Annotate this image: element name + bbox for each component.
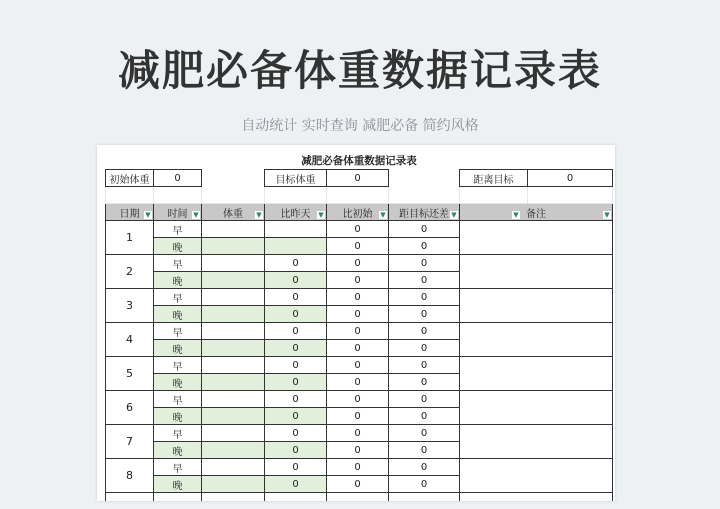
vs-yesterday-cell[interactable]: 0 — [265, 306, 327, 323]
to-goal-cell[interactable]: 0 — [389, 323, 460, 340]
to-goal-cell[interactable]: 0 — [389, 272, 460, 289]
notes-cell[interactable] — [460, 391, 613, 425]
vs-initial-cell[interactable]: 0 — [327, 340, 389, 357]
page-title: 减肥必备体重数据记录表 — [117, 46, 602, 95]
date-cell[interactable]: 8 — [106, 459, 154, 493]
vs-initial-cell[interactable]: 0 — [327, 425, 389, 442]
sheet-title: 减肥必备体重数据记录表 — [301, 154, 417, 167]
weight-cell[interactable] — [202, 221, 265, 238]
vs-yesterday-cell[interactable]: 0 — [265, 289, 327, 306]
vs-initial-cell[interactable]: 0 — [327, 459, 389, 476]
table-row — [106, 221, 613, 238]
table-row — [106, 255, 613, 272]
vs-initial-cell[interactable]: 0 — [327, 442, 389, 459]
header-vs-initial[interactable] — [327, 204, 389, 221]
vs-yesterday-cell[interactable]: 0 — [265, 357, 327, 374]
vs-yesterday-cell[interactable]: 0 — [265, 272, 327, 289]
time-cell: 晚 — [154, 476, 202, 493]
weight-cell[interactable] — [202, 340, 265, 357]
target-weight-value[interactable]: 0 — [327, 170, 389, 187]
header-time[interactable] — [154, 204, 202, 221]
date-cell[interactable]: 5 — [106, 357, 154, 391]
initial-weight-value[interactable]: 0 — [154, 170, 202, 187]
filter-dropdown-icon[interactable]: ▼ — [256, 211, 262, 219]
to-goal-cell[interactable]: 0 — [389, 306, 460, 323]
header-label: 备注 — [526, 208, 546, 220]
weight-table — [105, 151, 613, 501]
vs-yesterday-cell[interactable]: 0 — [265, 442, 327, 459]
weight-cell[interactable] — [202, 374, 265, 391]
to-goal-cell[interactable]: 0 — [389, 340, 460, 357]
vs-initial-cell[interactable]: 0 — [327, 255, 389, 272]
filter-dropdown-icon[interactable]: ▼ — [604, 211, 610, 219]
vs-yesterday-cell[interactable] — [265, 221, 327, 238]
vs-initial-cell[interactable]: 0 — [327, 476, 389, 493]
header-vs-yesterday[interactable] — [265, 204, 327, 221]
table-row — [106, 493, 613, 502]
spreadsheet — [97, 145, 615, 501]
header-label: 距目标还差 — [399, 208, 449, 220]
time-cell: 早 — [154, 459, 202, 476]
vs-yesterday-cell[interactable]: 0 — [265, 459, 327, 476]
to-goal-cell[interactable]: 0 — [389, 408, 460, 425]
vs-initial-cell[interactable]: 0 — [327, 408, 389, 425]
notes-cell[interactable] — [460, 221, 613, 255]
vs-yesterday-cell[interactable]: 0 — [265, 425, 327, 442]
filter-dropdown-icon[interactable]: ▼ — [318, 211, 324, 219]
header-label: 体重 — [223, 208, 243, 220]
weight-cell[interactable] — [202, 255, 265, 272]
vs-initial-cell[interactable]: 0 — [327, 323, 389, 340]
time-cell: 晚 — [154, 238, 202, 255]
to-goal-cell[interactable]: 0 — [389, 391, 460, 408]
weight-cell[interactable] — [202, 425, 265, 442]
notes-cell[interactable] — [460, 459, 613, 493]
header-weight[interactable] — [202, 204, 265, 221]
vs-initial-cell[interactable]: 0 — [327, 238, 389, 255]
weight-cell[interactable] — [202, 357, 265, 374]
to-goal-cell[interactable]: 0 — [389, 442, 460, 459]
date-cell[interactable]: 3 — [106, 289, 154, 323]
cell[interactable] — [389, 170, 460, 187]
target-weight-label: 目标体重 — [265, 170, 327, 187]
header-date[interactable] — [106, 204, 154, 221]
table-row — [106, 425, 613, 442]
notes-cell[interactable] — [460, 289, 613, 323]
to-goal-cell[interactable]: 0 — [389, 221, 460, 238]
vs-yesterday-cell[interactable]: 0 — [265, 323, 327, 340]
time-cell: 早 — [154, 221, 202, 238]
weight-cell[interactable] — [202, 442, 265, 459]
vs-initial-cell[interactable]: 0 — [327, 221, 389, 238]
to-goal-cell[interactable]: 0 — [389, 255, 460, 272]
vs-initial-cell[interactable]: 0 — [327, 272, 389, 289]
header-label: 日期 — [119, 208, 140, 220]
filter-dropdown-icon[interactable]: ▼ — [193, 211, 199, 219]
time-cell: 早 — [154, 255, 202, 272]
date-cell[interactable]: 4 — [106, 323, 154, 357]
header-to-goal[interactable] — [389, 204, 460, 221]
vs-initial-cell[interactable]: 0 — [327, 374, 389, 391]
to-goal-cell[interactable]: 0 — [389, 459, 460, 476]
table-row — [106, 391, 613, 408]
vs-yesterday-cell[interactable]: 0 — [265, 476, 327, 493]
filter-dropdown-icon[interactable]: ▼ — [513, 211, 519, 219]
weight-cell[interactable] — [202, 238, 265, 255]
vs-yesterday-cell[interactable]: 0 — [265, 374, 327, 391]
table-row — [106, 357, 613, 374]
header-label: 比昨天 — [280, 208, 311, 220]
date-cell[interactable]: 1 — [106, 221, 154, 255]
vs-yesterday-cell[interactable]: 0 — [265, 408, 327, 425]
weight-cell[interactable] — [202, 306, 265, 323]
cell[interactable] — [202, 170, 265, 187]
to-goal-cell[interactable]: 0 — [389, 289, 460, 306]
vs-yesterday-cell[interactable]: 0 — [265, 340, 327, 357]
time-cell: 早 — [154, 357, 202, 374]
to-goal-cell[interactable]: 0 — [389, 425, 460, 442]
header-notes[interactable] — [460, 204, 613, 221]
notes-cell[interactable] — [460, 255, 613, 289]
filter-dropdown-icon[interactable]: ▼ — [145, 211, 151, 219]
time-cell: 早 — [154, 391, 202, 408]
to-goal-cell[interactable]: 0 — [389, 476, 460, 493]
vs-yesterday-cell[interactable]: 0 — [265, 391, 327, 408]
distance-value: 0 — [528, 170, 613, 187]
filter-dropdown-icon[interactable]: ▼ — [451, 211, 457, 219]
time-cell: 晚 — [154, 340, 202, 357]
notes-cell[interactable] — [460, 323, 613, 357]
weight-cell[interactable] — [202, 391, 265, 408]
filter-dropdown-icon[interactable]: ▼ — [380, 211, 386, 219]
vs-yesterday-cell[interactable] — [265, 238, 327, 255]
time-cell: 晚 — [154, 442, 202, 459]
weight-cell[interactable] — [202, 476, 265, 493]
to-goal-cell[interactable]: 0 — [389, 238, 460, 255]
date-cell[interactable]: 6 — [106, 391, 154, 425]
vs-yesterday-cell[interactable]: 0 — [265, 255, 327, 272]
time-cell: 晚 — [154, 374, 202, 391]
time-cell: 早 — [154, 425, 202, 442]
table-row — [106, 459, 613, 476]
vs-initial-cell[interactable]: 0 — [327, 391, 389, 408]
weight-cell[interactable] — [202, 408, 265, 425]
vs-initial-cell[interactable]: 0 — [327, 289, 389, 306]
date-cell[interactable]: 7 — [106, 425, 154, 459]
weight-cell[interactable] — [202, 323, 265, 340]
header-label: 时间 — [167, 208, 188, 220]
table-row — [106, 323, 613, 340]
notes-cell[interactable] — [460, 357, 613, 391]
to-goal-cell[interactable]: 0 — [389, 357, 460, 374]
weight-cell[interactable] — [202, 459, 265, 476]
time-cell: 晚 — [154, 272, 202, 289]
distance-label: 距离目标 — [460, 170, 528, 187]
notes-cell[interactable] — [460, 425, 613, 459]
weight-cell[interactable] — [202, 272, 265, 289]
vs-initial-cell[interactable]: 0 — [327, 357, 389, 374]
date-cell[interactable]: 2 — [106, 255, 154, 289]
header-label: 比初始 — [342, 208, 373, 220]
initial-weight-label: 初始体重 — [106, 170, 154, 187]
time-cell: 早 — [154, 323, 202, 340]
page-subtitle: 自动统计 实时查询 减肥必备 简约风格 — [241, 118, 479, 134]
to-goal-cell[interactable]: 0 — [389, 374, 460, 391]
table-row — [106, 289, 613, 306]
time-cell: 晚 — [154, 408, 202, 425]
time-cell: 晚 — [154, 306, 202, 323]
time-cell: 早 — [154, 289, 202, 306]
vs-initial-cell[interactable]: 0 — [327, 306, 389, 323]
weight-cell[interactable] — [202, 289, 265, 306]
